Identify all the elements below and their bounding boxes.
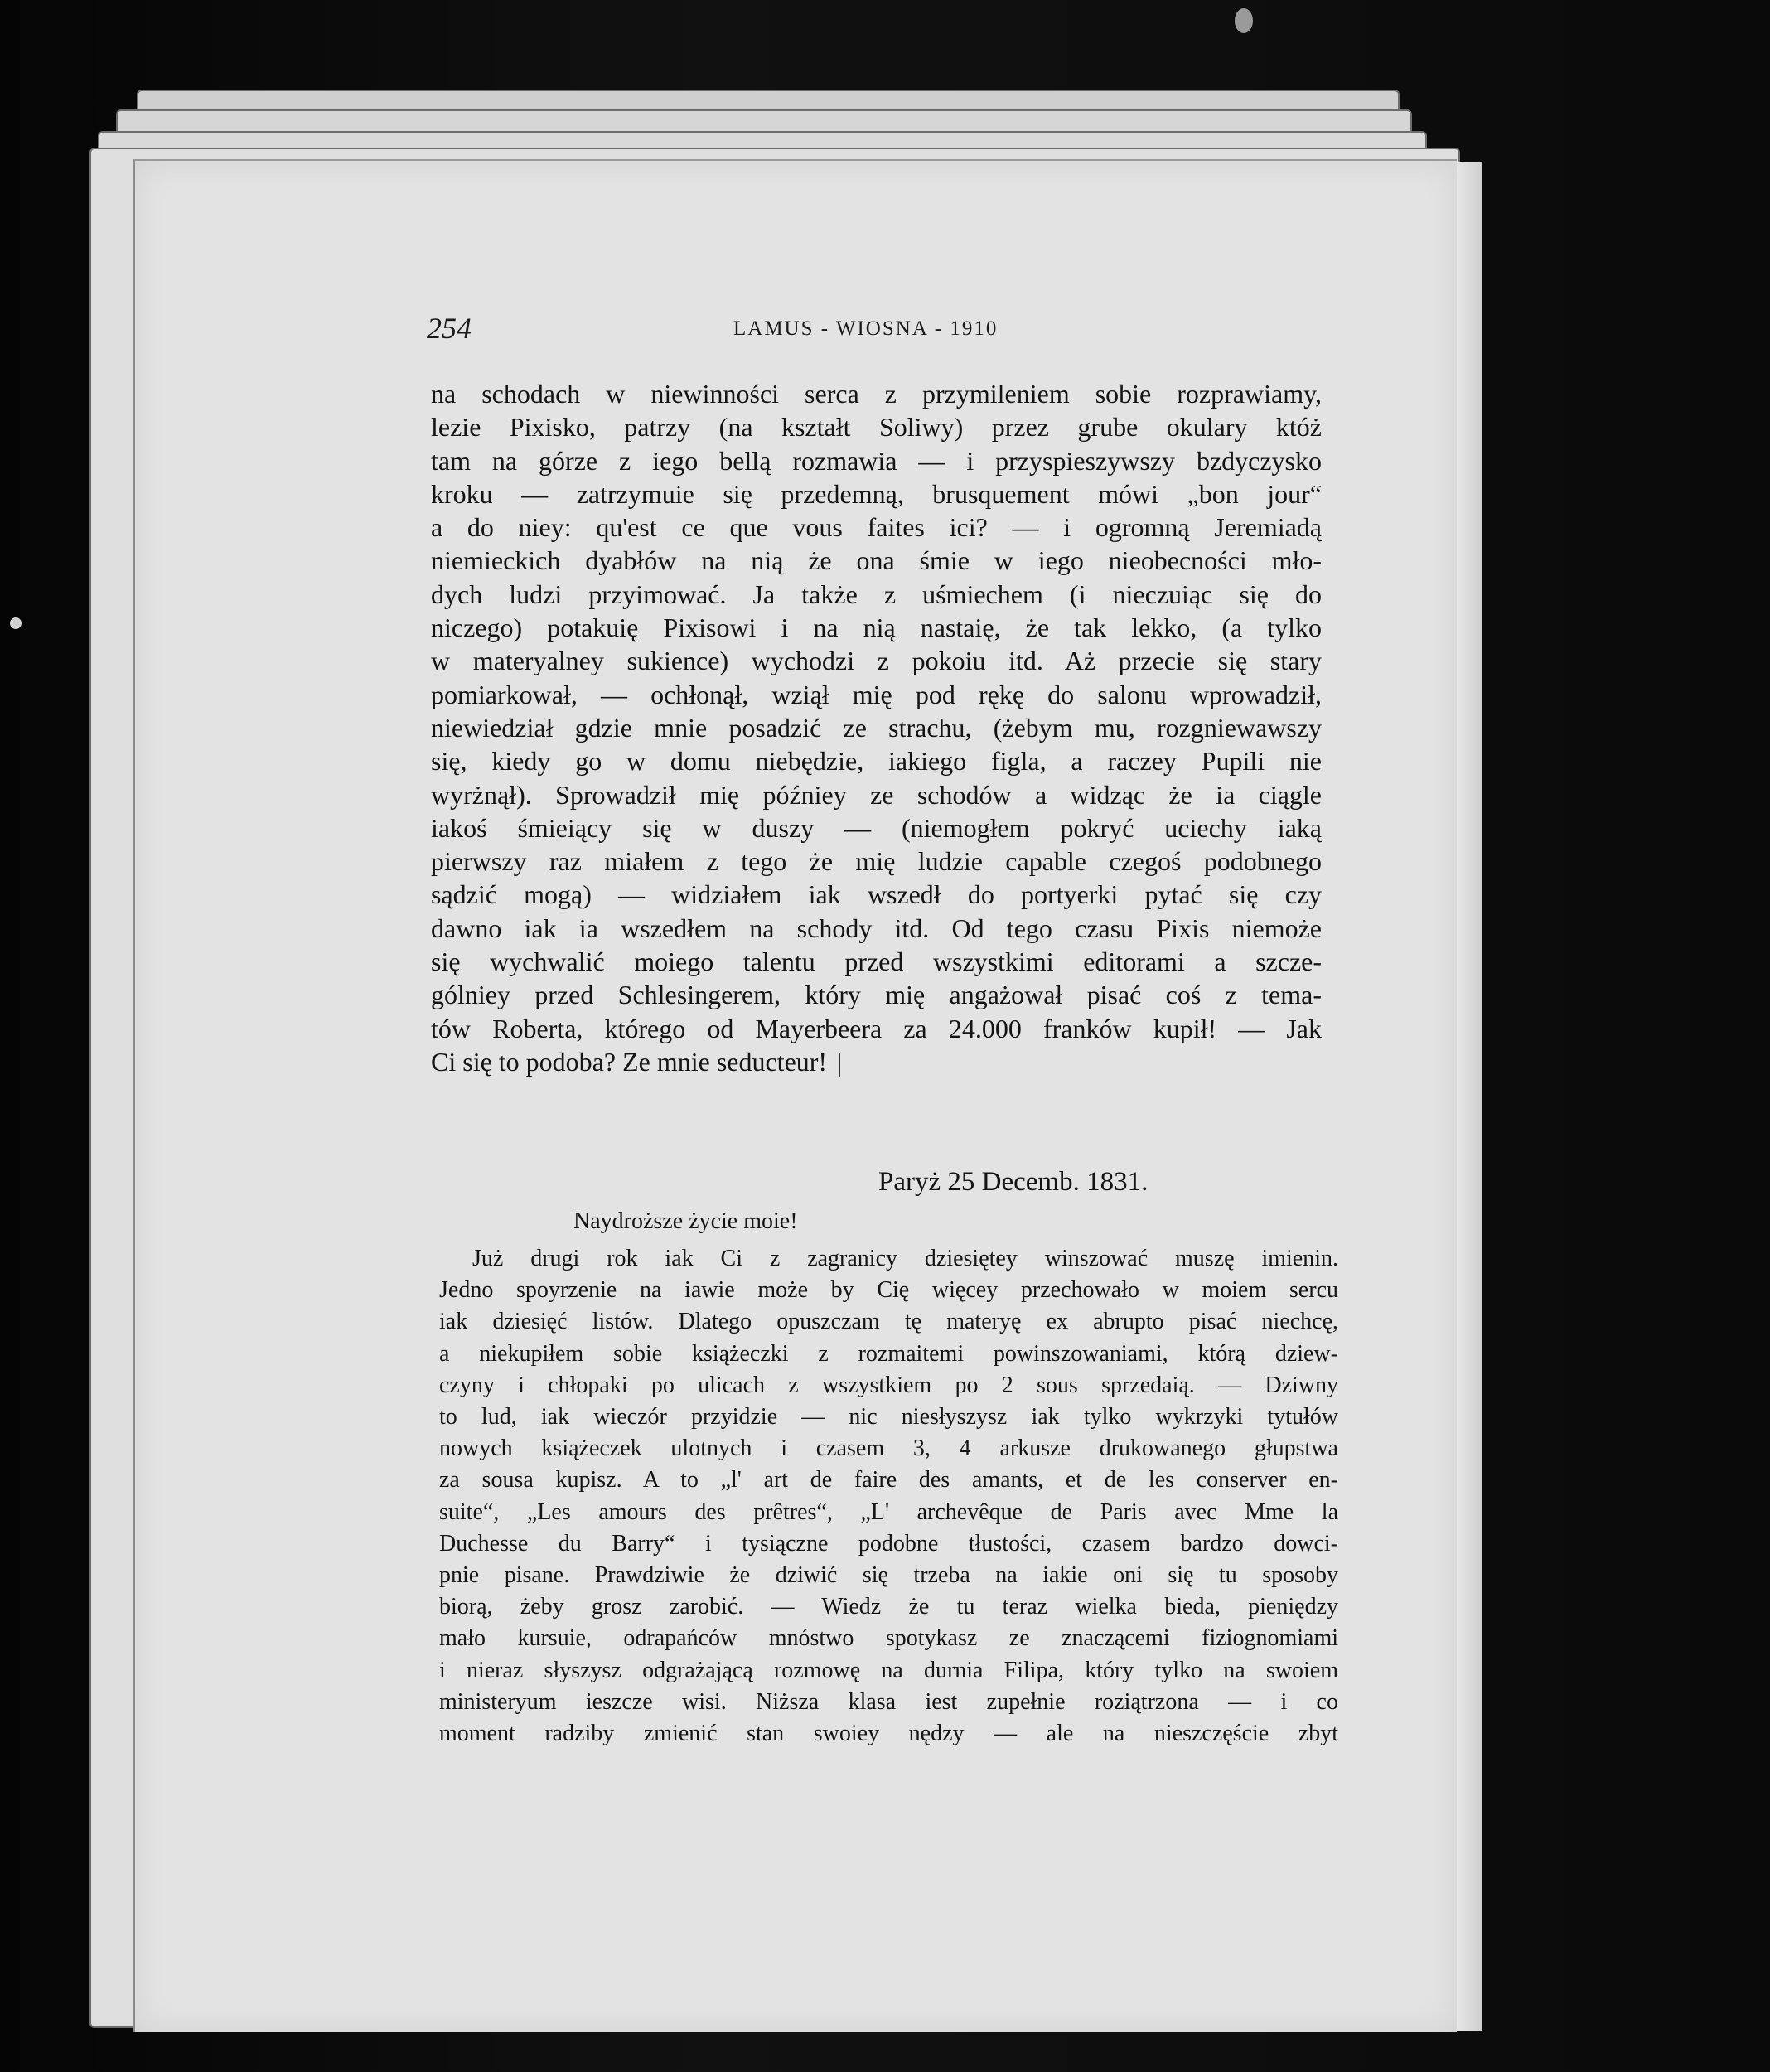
text-line: iakoś śmieiący się w duszy — (niemogłem pokryć uciechy iaką bbox=[431, 812, 1322, 843]
text-line: lezie Pixisko, patrzy (na kształt Soliwy) przez grube okulary któż bbox=[431, 412, 1322, 443]
text-line: suite“, „Les amours des prêtres“, „L' archevêque de Paris avec Mme la bbox=[439, 1498, 1338, 1525]
text-line: w materyalney sukience) wychodzi z pokoiu itd. Aż przecie się stary bbox=[431, 646, 1322, 676]
text-line: niczego) potakuię Pixisowi i na nią nastaię, że tak lekko, (a tylko bbox=[431, 612, 1322, 643]
scan-speck bbox=[1235, 8, 1253, 33]
text-line: pnie pisane. Prawdziwie że dziwić się trzeba na iakie oni się tu sposoby bbox=[439, 1562, 1338, 1589]
text-line: nowych książeczek ulotnych i czasem 3, 4 arkusze drukowanego głupstwa bbox=[439, 1435, 1338, 1462]
text-line: gólniey przed Schlesingerem, który mię angażował pisać coś z tema- bbox=[431, 980, 1322, 1010]
text-line: pomiarkował, — ochłonął, wziął mię pod rękę do salonu wprowadził, bbox=[431, 679, 1322, 709]
text-line: i nieraz słyszysz odgrażającą rozmowę na durnia Filipa, który tylko na swoiem bbox=[439, 1657, 1338, 1683]
letter-salutation: Naydroższe życie moie! bbox=[573, 1208, 798, 1234]
letter-body bbox=[439, 1243, 1338, 1750]
text-line: kroku — zatrzymuie się przedemną, brusquement mówi „bon jour“ bbox=[431, 478, 1322, 509]
text-line: dych ludzi przyimować. Ja także z uśmiechem (i nieczuiąc się do bbox=[431, 579, 1322, 609]
text-line: sądzić mogą) — widziałem iak wszedł do portyerki pytać się czy bbox=[431, 879, 1322, 910]
text-line: się, kiedy go w domu niebędzie, iakiego figla, a raczey Pupili nie bbox=[431, 746, 1322, 777]
text-line: ministeryum ieszcze wisi. Niższa klasa iest zupełnie roziątrzona — i co bbox=[439, 1688, 1338, 1715]
page-number: 254 bbox=[427, 312, 472, 345]
text-line: czyny i chłopaki po ulicach z wszystkiem po 2 sous sprzedaią. — Dziwny bbox=[439, 1372, 1338, 1398]
text-line: Duchesse du Barry“ i tysiączne podobne tłustości, czasem bardzo dowci- bbox=[439, 1530, 1338, 1556]
text-line-content: Ci się to podoba? Ze mnie seducteur! bbox=[431, 1046, 828, 1077]
text-line: wyrżnął). Sprowadził mię późniey ze schodów a widząc że ia ciągle bbox=[431, 779, 1322, 810]
text-line: za sousa kupisz. A to „l' art de faire des amants, et de les conserver en- bbox=[439, 1467, 1338, 1493]
text-line: pierwszy raz miałem z tego że mię ludzie capable czegoś podobnego bbox=[431, 846, 1322, 877]
paragraph-continued bbox=[431, 377, 1322, 1078]
text-line: Już drugi rok iak Ci z zagranicy dziesiętey winszować muszę imienin. bbox=[472, 1246, 1338, 1271]
scan-speck bbox=[10, 617, 22, 629]
running-head bbox=[427, 311, 1338, 352]
letter-dateline: Paryż 25 Decemb. 1831. bbox=[878, 1167, 1149, 1197]
text-line-last bbox=[431, 1045, 1322, 1078]
text-line: iak dziesięć listów. Dlatego opuszczam tę materyę ex abrupto pisać niechcę, bbox=[439, 1309, 1338, 1335]
text-line: niewiedział gdzie mnie posadzić ze strachu, (żebym mu, rozgniewawszy bbox=[431, 712, 1322, 743]
text-cursor-mark bbox=[839, 1053, 840, 1077]
text-line: moment radziby zmienić stan swoiey nędzy — ale na nieszczęście zbyt bbox=[439, 1721, 1338, 1747]
journal-title: LAMUS - WIOSNA - 1910 bbox=[733, 317, 999, 340]
text-line: biorą, żeby grosz zarobić. — Wiedz że tu teraz wielka bieda, pieniędzy bbox=[439, 1594, 1338, 1620]
text-line: na schodach w niewinności serca z przymileniem sobie rozprawiamy, bbox=[431, 379, 1322, 409]
text-line: się wychwalić moiego talentu przed wszystkimi editorami a szcze- bbox=[431, 946, 1322, 977]
text-line: tów Roberta, którego od Mayerbeera za 24.000 franków kupił! — Jak bbox=[431, 1013, 1322, 1043]
text-line: tam na górze z iego bellą rozmawia — i przyspieszywszy bzdyczysko bbox=[431, 445, 1322, 476]
text-line: a do niey: qu'est ce que vous faites ici? — i ogromną Jeremiadą bbox=[431, 512, 1322, 543]
text-line: mało kursuie, odrapańców mnóstwo spotykasz ze znaczącemi fiziognomiami bbox=[439, 1625, 1338, 1652]
text-line: to lud, iak wieczór przyidzie — nic niesłyszysz iak tylko wykrzyki tytułów bbox=[439, 1404, 1338, 1431]
text-line: dawno iak ia wszedłem na schody itd. Od tego czasu Pixis niemoże bbox=[431, 913, 1322, 943]
text-line: Jedno spoyrzenie na iawie może by Cię więcey przechowało w moiem sercu bbox=[439, 1277, 1338, 1304]
text-line: a niekupiłem sobie książeczki z rozmaitemi powinszowaniami, którą dziew- bbox=[439, 1340, 1338, 1367]
text-line: niemieckich dyabłów na nią że ona śmie w iego nieobecności mło- bbox=[431, 545, 1322, 576]
